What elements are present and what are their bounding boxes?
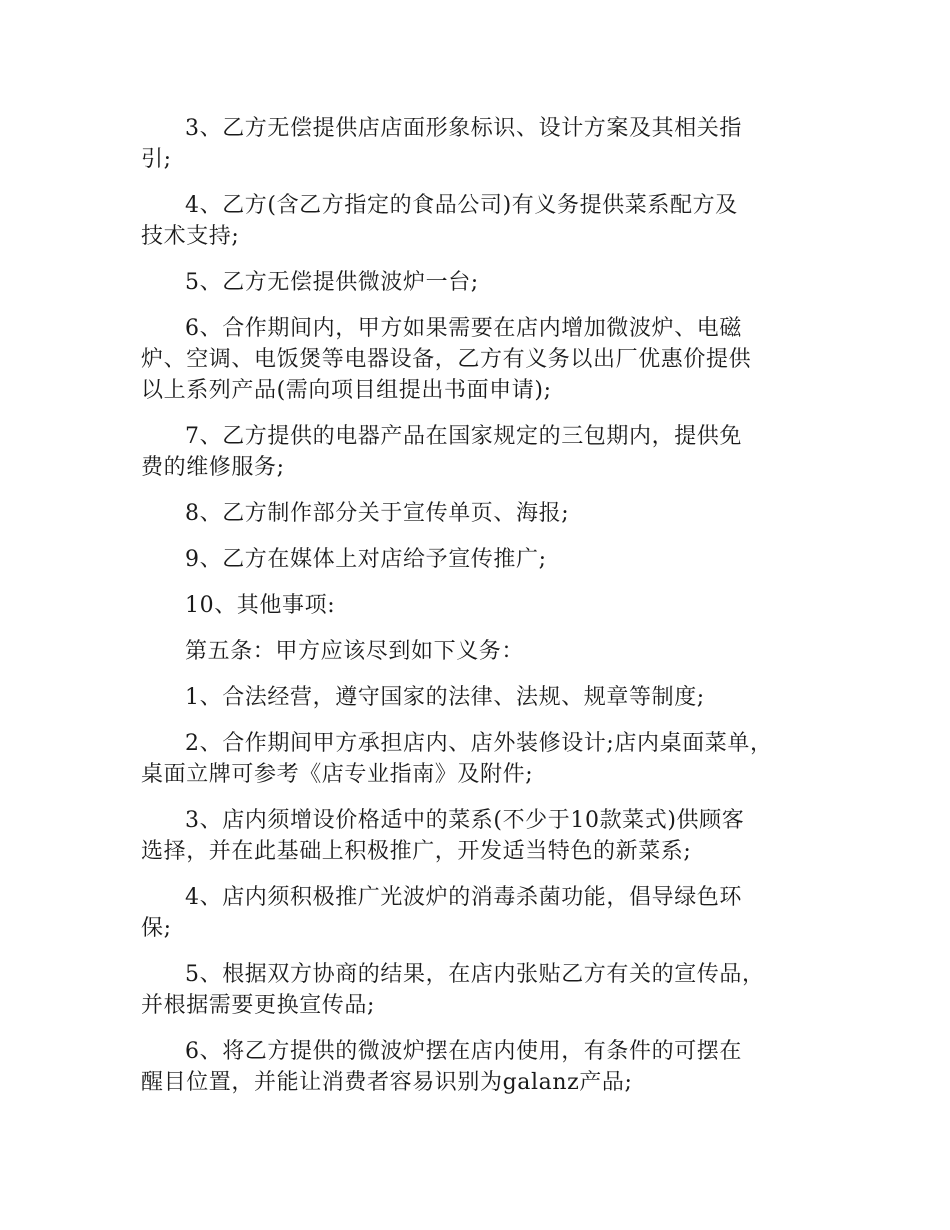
paragraph-clause-10 [141,590,813,621]
paragraph-clause-3 [141,113,813,175]
paragraph-line: 7、乙方提供的电器产品在国家规定的三包期内，提供免 [185,424,742,449]
paragraph-line: 4、店内须积极推广光波炉的消毒杀菌功能，倡导绿色环 [185,885,742,910]
paragraph-clause-9 [141,544,813,575]
paragraph-line: 2、合作期间甲方承担店内、店外装修设计;店内桌面菜单， [185,731,773,756]
paragraph-duty-6 [141,1036,813,1098]
paragraph-clause-8 [141,498,813,529]
paragraph-line: 10、其他事项: [185,593,336,618]
paragraph-duty-1 [141,682,813,713]
paragraph-line: 并根据需要更换宣传品; [141,993,376,1018]
paragraph-line: 第五条：甲方应该尽到如下义务： [185,639,525,664]
paragraph-line: 保; [141,916,172,941]
document-page [141,113,813,1113]
paragraph-duty-5 [141,959,813,1021]
paragraph-duty-2 [141,728,813,790]
paragraph-line: 技术支持; [141,224,240,249]
paragraph-line: 引; [141,147,172,172]
paragraph-clause-5 [141,267,813,298]
paragraph-line: 5、乙方无偿提供微波炉一台; [185,270,479,295]
article-five-heading [141,636,813,667]
paragraph-line: 醒目位置，并能让消费者容易识别为galanz产品; [141,1070,633,1095]
paragraph-line: 9、乙方在媒体上对店给予宣传推广; [185,547,547,572]
paragraph-line: 以上系列产品(需向项目组提出书面申请); [141,378,552,403]
paragraph-clause-6 [141,313,813,406]
paragraph-clause-4 [141,190,813,252]
paragraph-line: 5、根据双方协商的结果，在店内张贴乙方有关的宣传品， [185,962,765,987]
paragraph-duty-4 [141,882,813,944]
paragraph-line: 费的维修服务; [141,455,285,480]
paragraph-line: 桌面立牌可参考《店专业指南》及附件; [141,762,534,787]
paragraph-line: 选择，并在此基础上积极推广，开发适当特色的新菜系; [141,839,692,864]
paragraph-line: 4、乙方(含乙方指定的食品公司)有义务提供菜系配方及 [185,193,738,218]
paragraph-clause-7 [141,421,813,483]
paragraph-line: 1、合法经营，遵守国家的法律、法规、规章等制度; [185,685,705,710]
paragraph-line: 6、合作期间内，甲方如果需要在店内增加微波炉、电磁 [185,316,742,341]
paragraph-line: 3、店内须增设价格适中的菜系(不少于10款菜式)供顾客 [185,808,745,833]
paragraph-line: 3、乙方无偿提供店店面形象标识、设计方案及其相关指 [185,116,742,141]
paragraph-duty-3 [141,805,813,867]
paragraph-line: 炉、空调、电饭煲等电器设备，乙方有义务以出厂优惠价提供 [141,347,752,372]
paragraph-line: 8、乙方制作部分关于宣传单页、海报; [185,501,570,526]
paragraph-line: 6、将乙方提供的微波炉摆在店内使用，有条件的可摆在 [185,1039,742,1064]
